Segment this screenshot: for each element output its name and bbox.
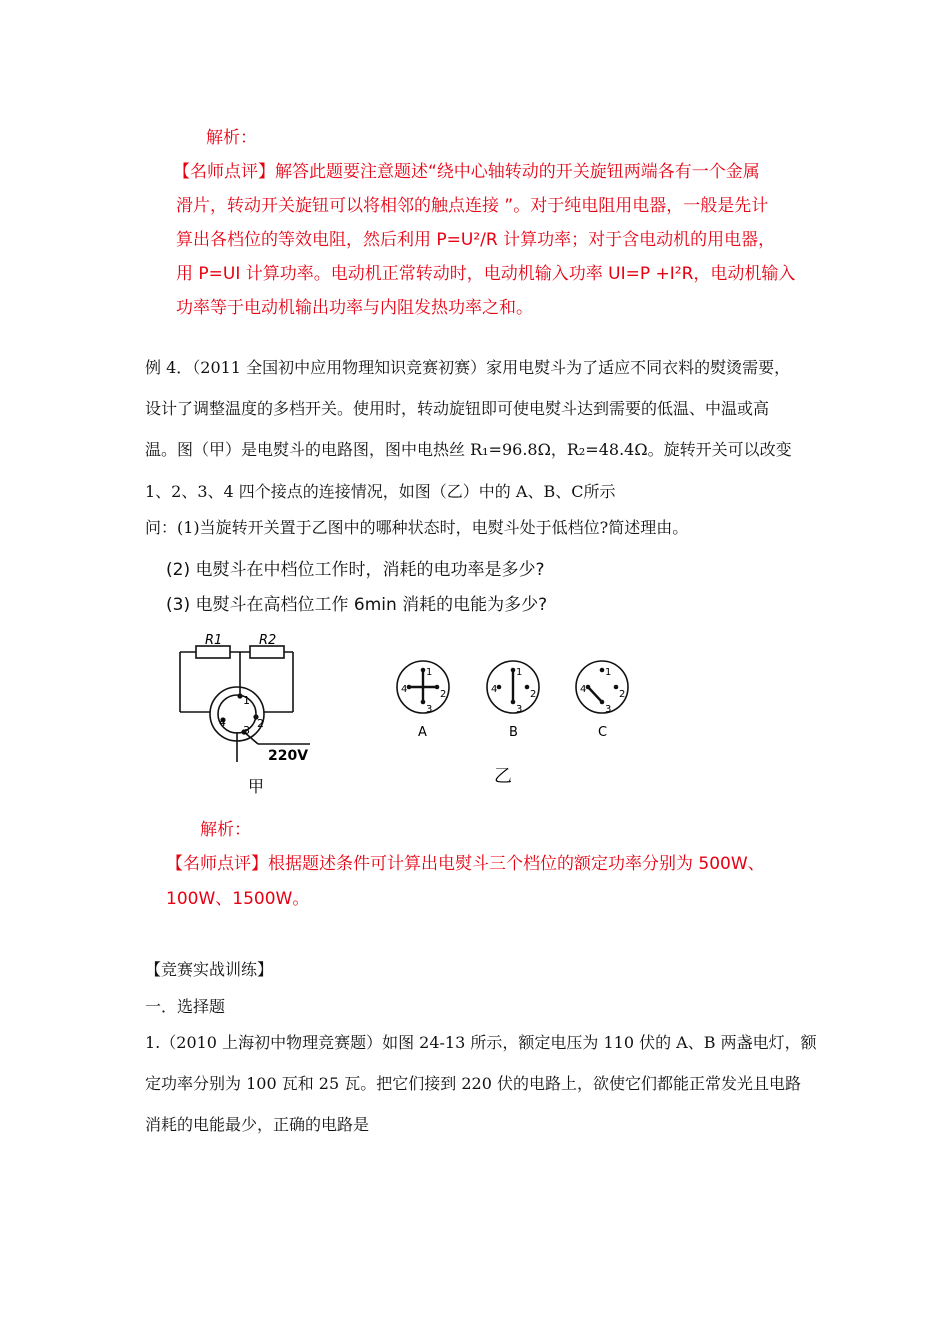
- question-line: 消耗的电能最少，正确的电路是: [145, 1115, 370, 1134]
- switch-state-a: [397, 661, 449, 715]
- caption-yi: 乙: [494, 766, 512, 787]
- switch-label-c: C: [598, 725, 608, 740]
- comment-line: 用 P=UI 计算功率。电动机正常转动时，电动机输入功率 UI=P +I²R，电动机输入: [176, 264, 796, 284]
- pin-label: 2: [619, 689, 626, 700]
- comment-line: 功率等于电动机输出功率与内阻发热功率之和。: [176, 298, 533, 318]
- question-line: (3) 电熨斗在高档位工作 6min 消耗的电能为多少?: [166, 595, 548, 615]
- example-line: 温。图（甲）是电熨斗的电路图，图中电热丝 R₁=96.8Ω，R₂=48.4Ω。旋转开关可以改变: [145, 440, 792, 459]
- pin-label: 3: [605, 704, 612, 715]
- section-heading: 一．选择题: [145, 997, 226, 1016]
- switch-label-b: B: [509, 725, 518, 740]
- question-line: 问：(1)当旋转开关置于乙图中的哪种状态时，电熨斗处于低档位?简述理由。: [145, 518, 689, 537]
- voltage-label: 220V: [268, 748, 309, 764]
- comment-line: 【名师点评】根据题述条件可计算出电熨斗三个档位的额定功率分别为 500W、: [166, 854, 765, 874]
- pin-label: 2: [530, 689, 537, 700]
- comment-line: 【名师点评】解答此题要注意题述“绕中心轴转动的开关旋钮两端各有一个金属: [173, 162, 760, 182]
- question-line: 1.（2010 上海初中物理竞赛题）如图 24-13 所示，额定电压为 110 伏的 A、B 两盏电灯，额: [145, 1033, 817, 1052]
- example-line: 1、2、3、4 四个接点的连接情况，如图（乙）中的 A、B、C所示: [145, 482, 616, 501]
- example-line: 例 4．（2011 全国初中应用物理知识竞赛初赛）家用电熨斗为了适应不同衣料的熨烫需要，: [145, 358, 791, 377]
- pin-label: 3: [516, 704, 523, 715]
- question-line: (2) 电熨斗在中档位工作时，消耗的电功率是多少?: [166, 560, 545, 580]
- comment-line: 滑片，转动开关旋钮可以将相邻的触点连接 ”。对于纯电阻用电器，一般是先计: [176, 196, 769, 216]
- caption-jia: 甲: [248, 777, 265, 796]
- pin-2-label: 2: [257, 717, 264, 730]
- analysis-label-2: 解析：: [200, 820, 251, 840]
- example-line: 设计了调整温度的多档开关。使用时，转动旋钮即可使电熨斗达到需要的低温、中温或高: [145, 399, 770, 418]
- pin-label: 4: [491, 684, 498, 695]
- switch-state-b: [487, 661, 539, 715]
- analysis-label-1: 解析：: [206, 128, 257, 148]
- pin-label: 2: [440, 689, 447, 700]
- pin-label: 3: [426, 704, 433, 715]
- pin-1-label: 1: [243, 694, 250, 707]
- question-line: 定功率分别为 100 瓦和 25 瓦。把它们接到 220 伏的电路上，欲使它们都能正常发光且电路: [145, 1074, 801, 1093]
- pin-label: 1: [605, 667, 612, 678]
- switch-label-a: A: [418, 725, 427, 740]
- training-heading: 【竞赛实战训练】: [145, 960, 274, 979]
- comment-line: 100W、1500W。: [166, 889, 310, 909]
- pin-label: 1: [516, 667, 523, 678]
- r1-label: R1: [205, 633, 223, 648]
- switch-state-c: [576, 661, 628, 715]
- r2-label: R2: [259, 633, 277, 648]
- circuit-figure: [0, 620, 950, 810]
- pin-label: 4: [401, 684, 408, 695]
- pin-label: 1: [426, 667, 433, 678]
- pin-label: 4: [580, 684, 587, 695]
- pin-3-label: 3: [243, 724, 250, 737]
- comment-line: 算出各档位的等效电阻，然后利用 P=U²/R 计算功率；对于含电动机的用电器，: [176, 230, 776, 250]
- pin-4-label: 4: [219, 716, 226, 729]
